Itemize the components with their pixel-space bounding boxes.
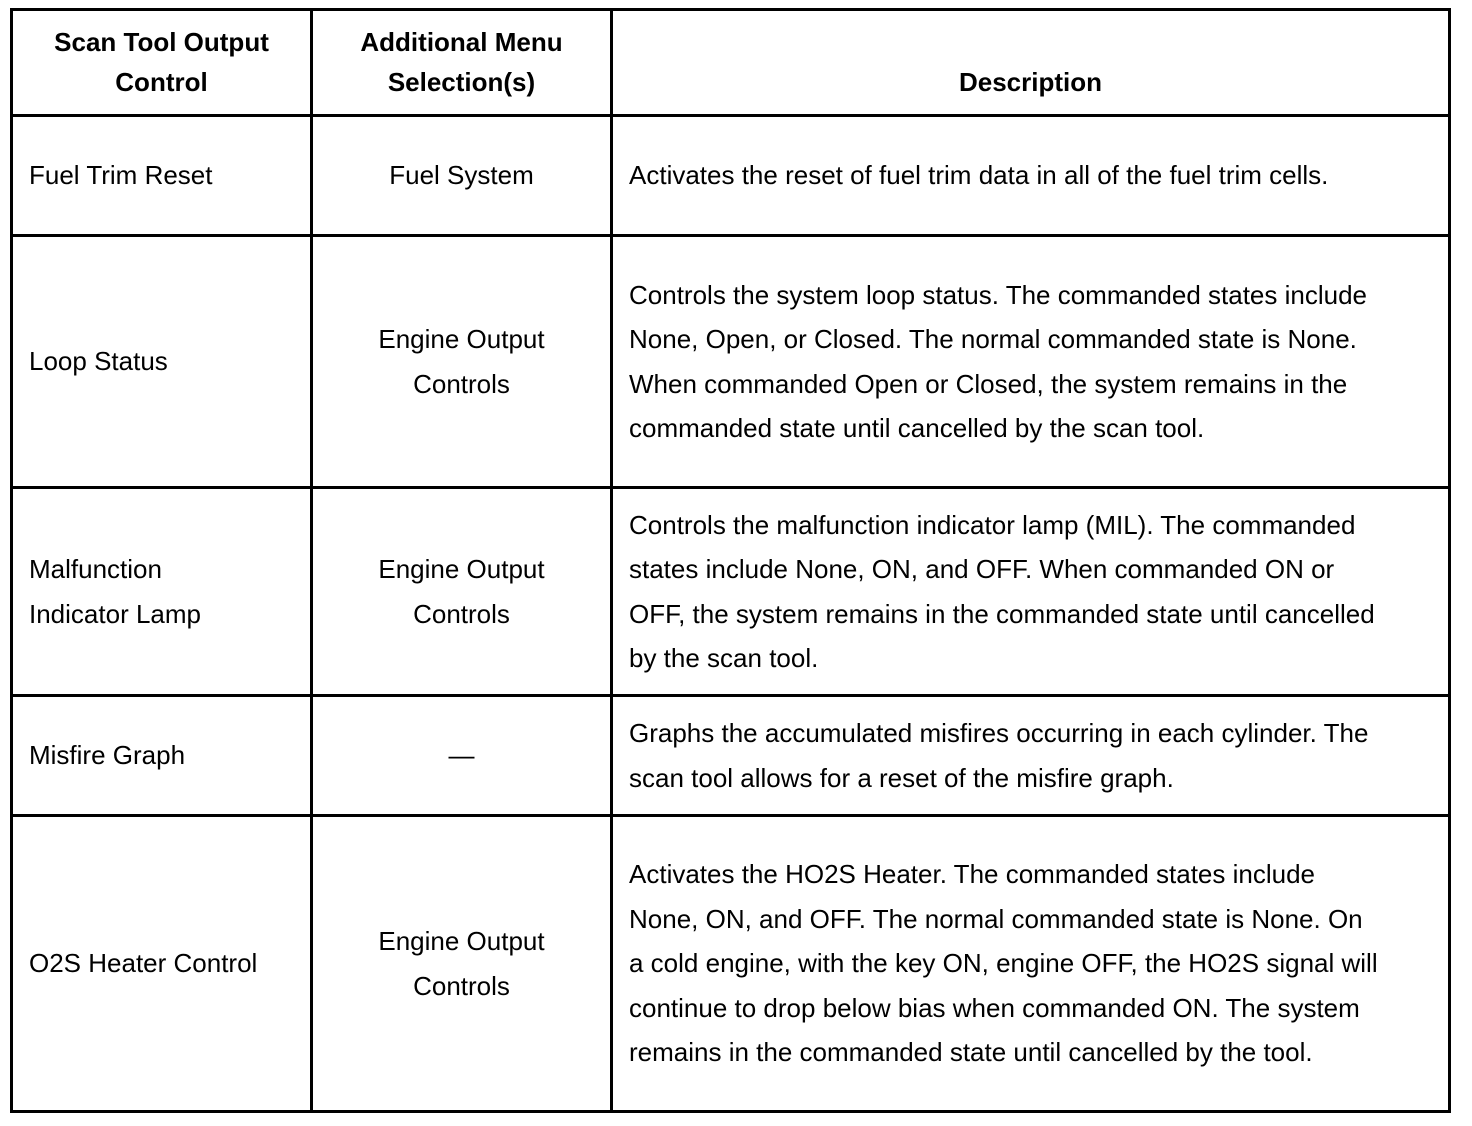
header-description-label: Description <box>958 67 1103 97</box>
description-cell <box>612 116 1450 236</box>
header-menu-selection <box>312 10 612 116</box>
description-text: Controls the malfunction indicator lamp (MIL). The commanded states include None, ON, and OFF. When commanded ON or OFF, the system remains in the commanded state until cancelled by the scan tool. <box>629 509 1375 673</box>
scan-tool-output-controls-table <box>10 8 1451 1113</box>
menu-selection-cell <box>312 116 612 236</box>
output-control-cell <box>12 488 312 696</box>
menu-selection-line2: Controls <box>413 368 510 399</box>
header-output-control-line2: Control <box>115 67 208 97</box>
header-menu-selection-line2: Selection(s) <box>387 67 536 97</box>
menu-selection-label: — <box>448 740 475 771</box>
scan-tool-output-controls-table-container <box>10 8 1448 1113</box>
output-control-label: O2S Heater Control <box>29 948 258 979</box>
output-control-line1: Malfunction <box>29 554 162 584</box>
description-cell <box>612 236 1450 488</box>
menu-selection-cell <box>312 236 612 488</box>
menu-selection-line2: Controls <box>413 970 510 1001</box>
menu-selection-label: Fuel System <box>389 160 534 191</box>
table-header-row <box>12 10 1450 116</box>
menu-selection-line1: Engine Output <box>378 324 545 354</box>
menu-selection-cell <box>312 488 612 696</box>
description-cell <box>612 816 1450 1112</box>
description-cell <box>612 696 1450 816</box>
description-text: Graphs the accumulated misfires occurring in each cylinder. The scan tool allows for a reset of the misfire graph. <box>629 718 1369 793</box>
menu-selection-line2: Controls <box>413 598 510 629</box>
header-description <box>612 10 1450 116</box>
output-control-label: Loop Status <box>29 346 168 377</box>
description-text: Activates the reset of fuel trim data in all of the fuel trim cells. <box>629 160 1329 191</box>
menu-selection-cell <box>312 696 612 816</box>
description-cell <box>612 488 1450 696</box>
table-row <box>12 696 1450 816</box>
table-row <box>12 488 1450 696</box>
menu-selection-line1: Engine Output <box>378 926 545 956</box>
table-row <box>12 816 1450 1112</box>
menu-selection-line1: Engine Output <box>378 554 545 584</box>
description-text: Activates the HO2S Heater. The commanded states include None, ON, and OFF. The normal commanded state is None. On a cold engine, with the key ON, engine OFF, the HO2S signal will continue to drop below bias when commanded ON. The system remains in the commanded state until cancelled by the tool. <box>629 859 1378 1068</box>
table-row <box>12 236 1450 488</box>
header-menu-selection-line1: Additional Menu <box>360 27 563 57</box>
output-control-label: Fuel Trim Reset <box>29 160 213 191</box>
output-control-cell <box>12 696 312 816</box>
output-control-cell <box>12 116 312 236</box>
table-row <box>12 116 1450 236</box>
output-control-cell <box>12 236 312 488</box>
output-control-line2: Indicator Lamp <box>29 598 201 629</box>
description-text: Controls the system loop status. The commanded states include None, Open, or Closed. The normal commanded state is None. When commanded Open or Closed, the system remains in the commanded state until cancelled by the scan tool. <box>629 279 1368 443</box>
menu-selection-cell <box>312 816 612 1112</box>
header-output-control <box>12 10 312 116</box>
output-control-label: Misfire Graph <box>29 740 186 771</box>
header-output-control-line1: Scan Tool Output <box>54 27 269 57</box>
output-control-cell <box>12 816 312 1112</box>
